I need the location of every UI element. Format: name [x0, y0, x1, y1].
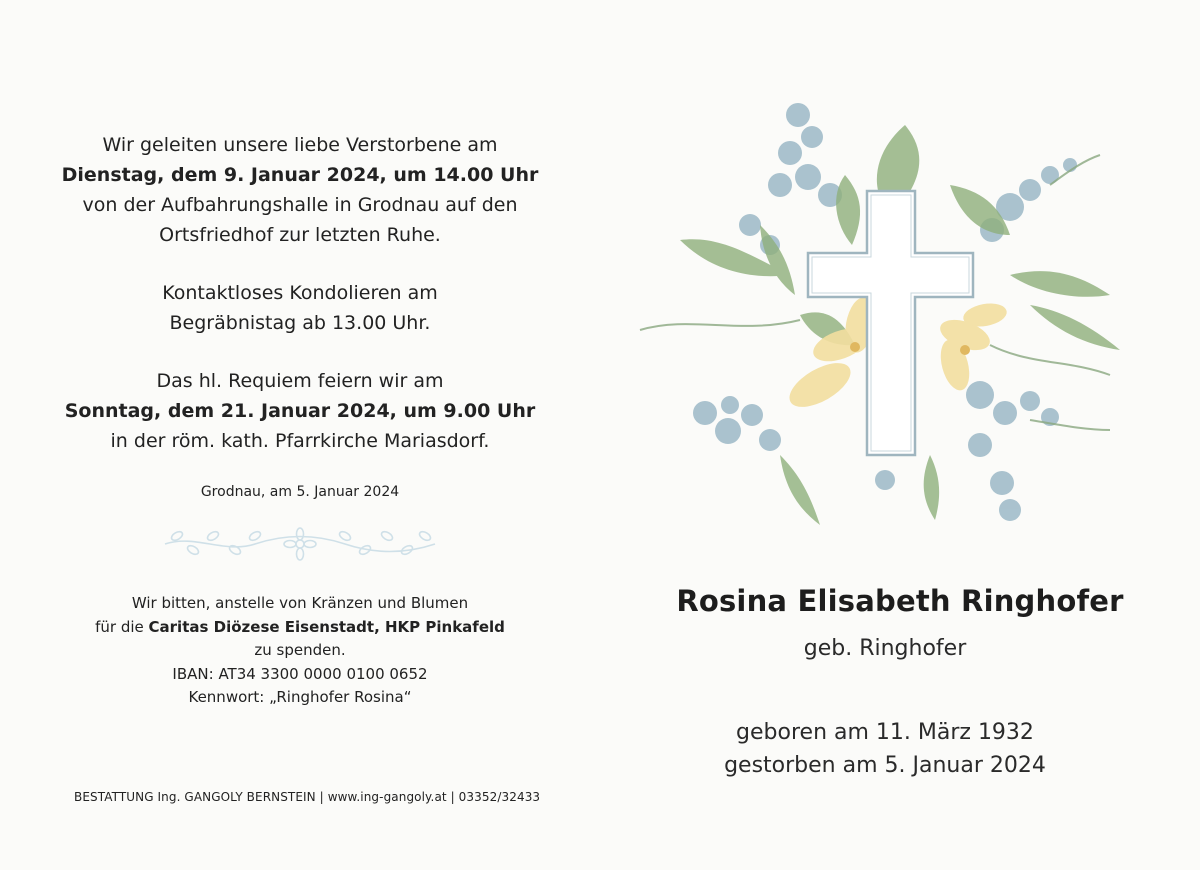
condolence-line-1: Kontaktloses Kondolieren am: [162, 282, 438, 304]
condolence-line-2: Begräbnistag ab 13.00 Uhr.: [169, 312, 431, 334]
funeral-line-4: Ortsfriedhof zur letzten Ruhe.: [159, 224, 441, 246]
right-panel: [600, 0, 1200, 870]
funeral-notice: [40, 130, 560, 250]
funeral-line-1: Wir geleiten unsere liebe Verstorbene am: [102, 134, 498, 156]
donation-line-1: Wir bitten, anstelle von Kränzen und Blumen: [131, 594, 469, 612]
donation-request: [40, 592, 560, 710]
donation-charity: Caritas Diözese Eisenstadt, HKP Pinkafeld: [148, 617, 505, 636]
funeral-line-3: von der Aufbahrungshalle in Grodnau auf den: [82, 194, 518, 216]
funeral-date: Dienstag, dem 9. Januar 2024, um 14.00 Uhr: [61, 164, 539, 186]
life-dates: [600, 716, 1170, 782]
donation-line-3: zu spenden.: [254, 641, 346, 659]
donation-line-2: [40, 616, 560, 640]
donation-prefix: für die: [95, 617, 149, 636]
floral-cross-icon: [630, 95, 1130, 535]
left-panel: [40, 130, 560, 710]
requiem-line-1: Das hl. Requiem feiern wir am: [156, 370, 444, 392]
death-date: gestorben am 5. Januar 2024: [724, 753, 1046, 778]
maiden-name: geb. Ringhofer: [803, 636, 967, 661]
condolence-notice: [40, 278, 560, 338]
requiem-line-3: in der röm. kath. Pfarrkirche Mariasdorf.: [110, 430, 490, 452]
birth-date: geboren am 11. März 1932: [736, 720, 1034, 745]
requiem-notice: [40, 366, 560, 456]
requiem-date: Sonntag, dem 21. Januar 2024, um 9.00 Uhr: [64, 400, 536, 422]
donation-iban: IBAN: AT34 3300 0000 0100 0652: [172, 664, 428, 683]
donation-keyword: Kennwort: „Ringhofer Rosina“: [188, 688, 412, 706]
leaf-ornament-icon: [155, 524, 445, 564]
funeral-home-footer: BESTATTUNG Ing. GANGOLY BERNSTEIN | www.ing-gangoly.at | 03352/32433: [74, 790, 541, 804]
place-date: Grodnau, am 5. Januar 2024: [200, 484, 400, 500]
deceased-name: Rosina Elisabeth Ringhofer: [676, 584, 1124, 618]
